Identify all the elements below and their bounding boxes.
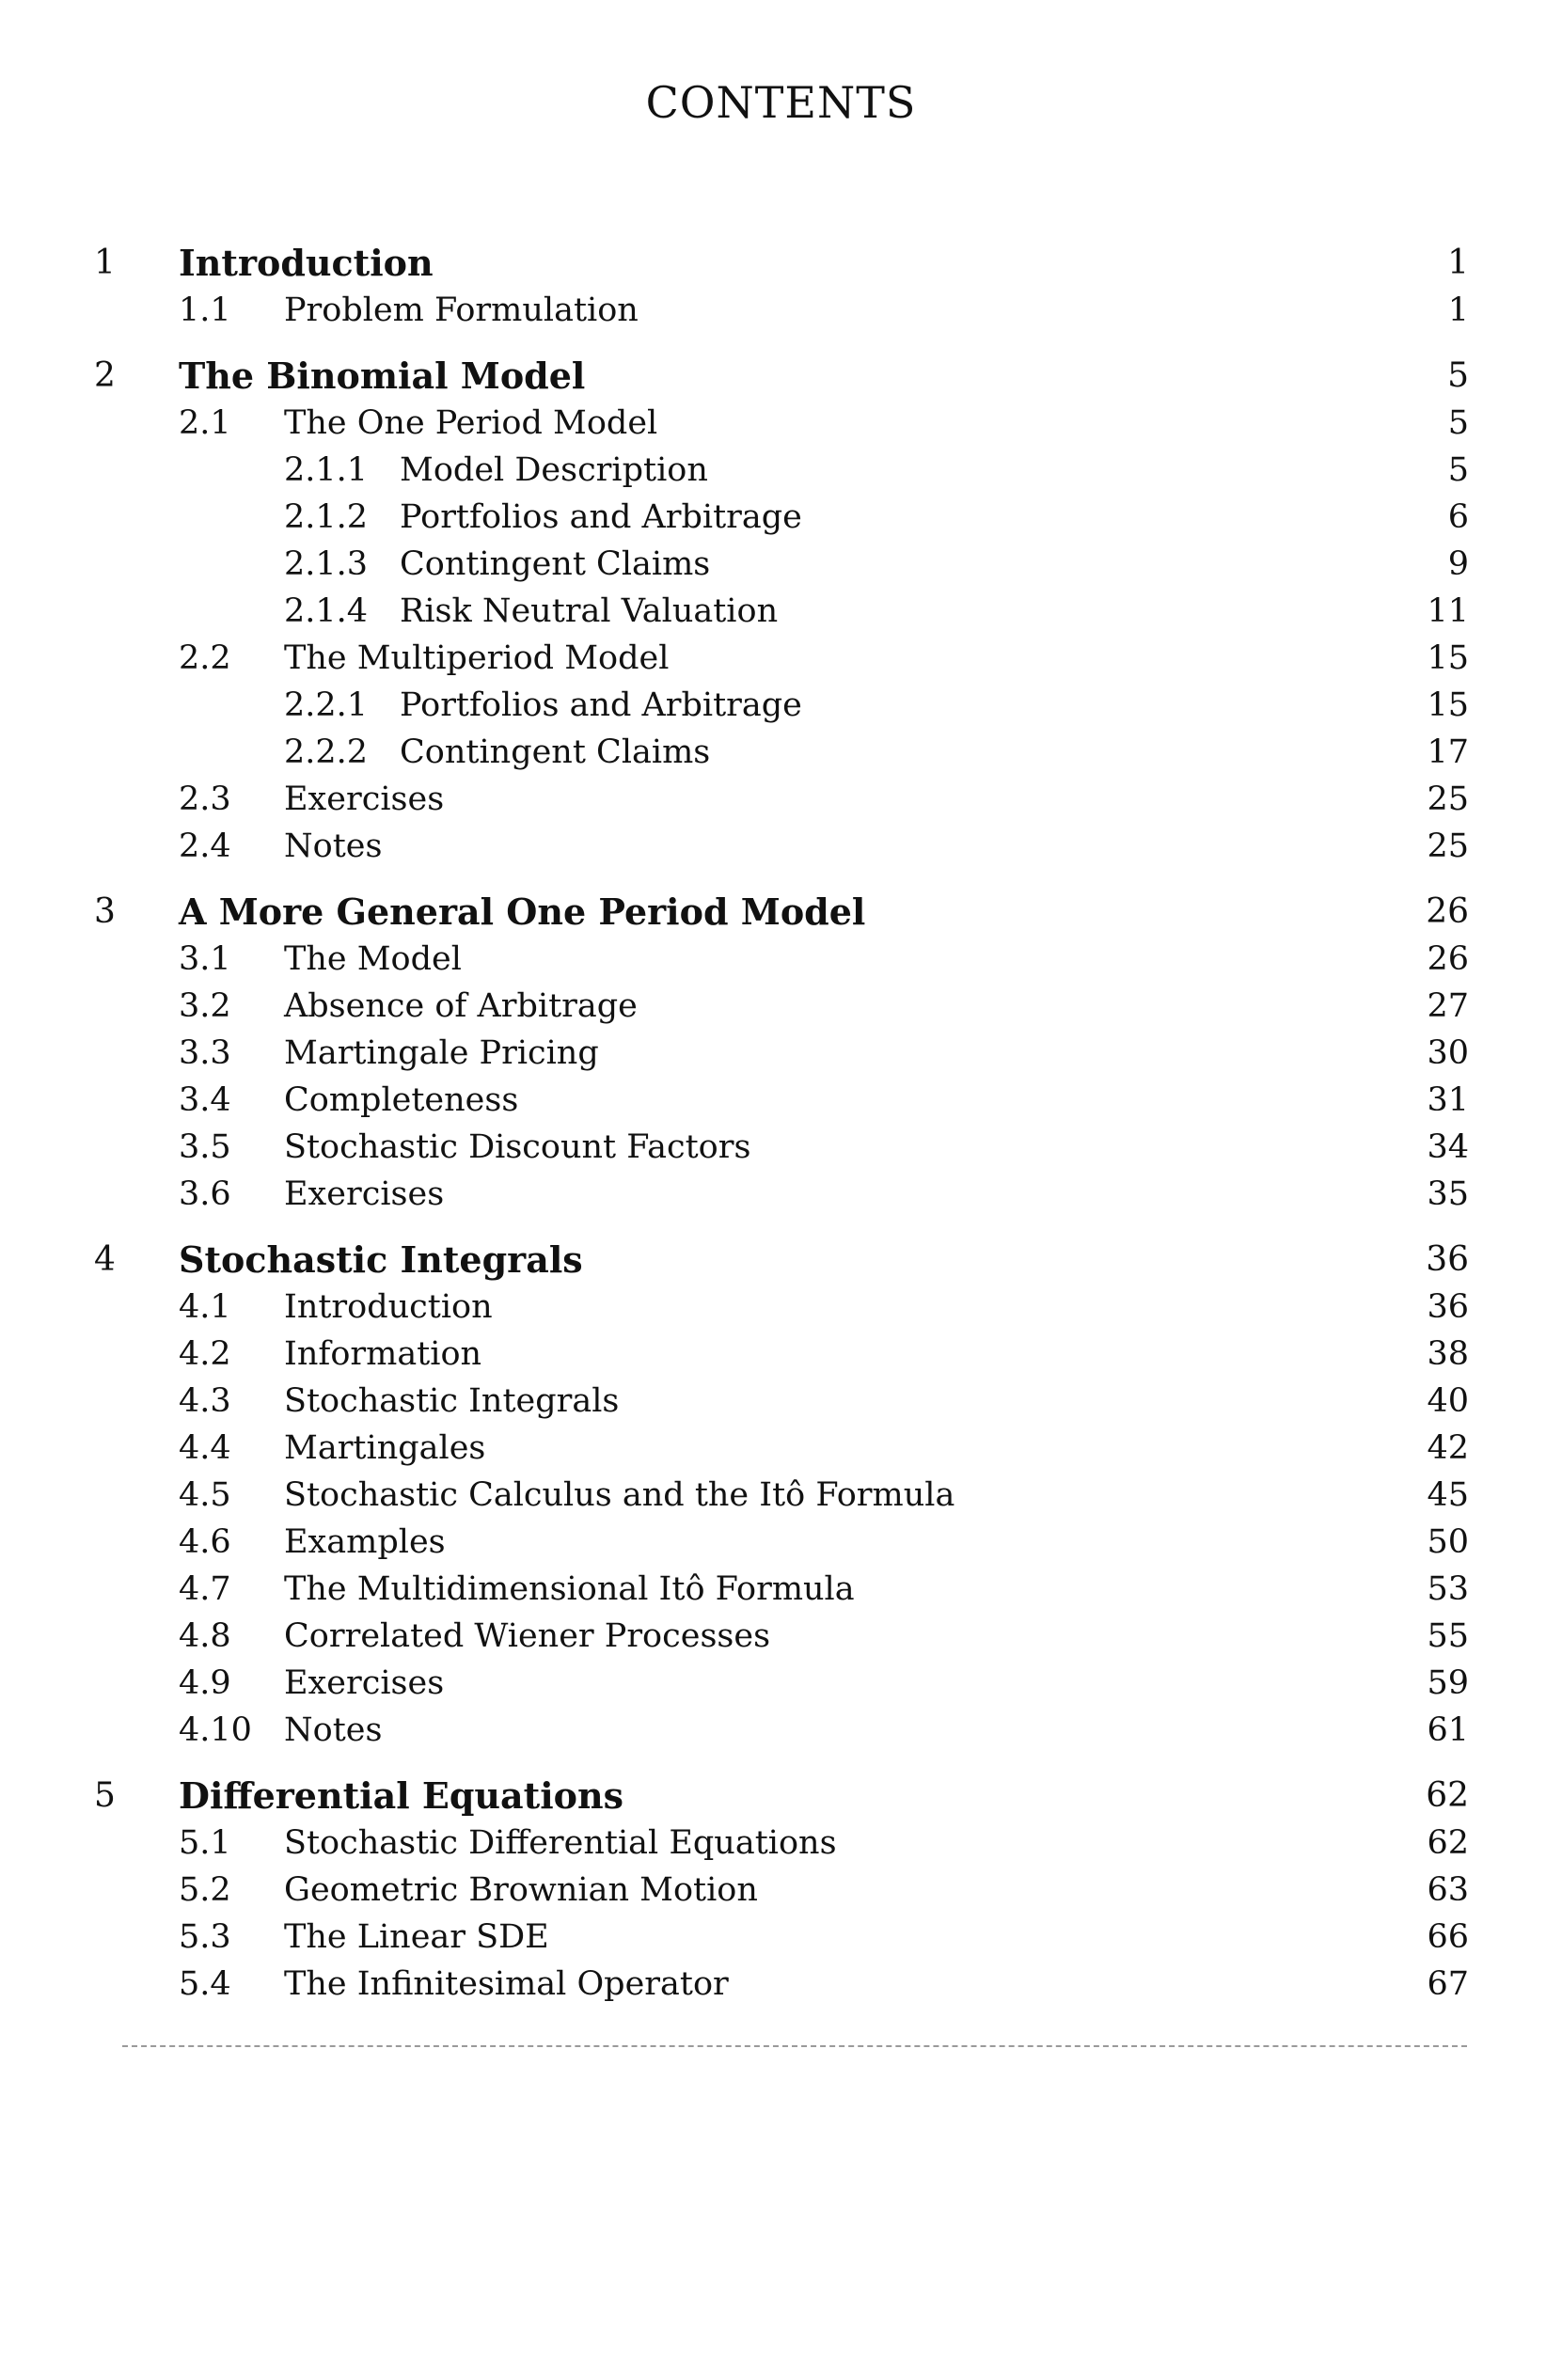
section-entry[interactable] — [87, 1961, 1469, 2008]
section-entry-title: The Linear SDE — [284, 1918, 549, 1956]
table-of-contents — [87, 240, 1469, 2026]
section-entry-page-number: 61 — [1427, 1711, 1469, 1749]
subsection-entry[interactable] — [87, 494, 1469, 541]
chapter-entry[interactable] — [87, 1237, 1469, 1284]
chapter-entry-page-number: 26 — [1426, 892, 1469, 931]
chapter-entry-title: The Binomial Model — [179, 355, 586, 397]
subsection-entry-title: Portfolios and Arbitrage — [400, 498, 802, 536]
chapter-entry-page-number: 36 — [1426, 1240, 1469, 1279]
section-entry[interactable] — [87, 1867, 1469, 1914]
section-entry[interactable] — [87, 1660, 1469, 1707]
section-entry[interactable] — [87, 635, 1469, 682]
section-entry[interactable] — [87, 1030, 1469, 1077]
section-entry-title: Correlated Wiener Processes — [284, 1617, 771, 1655]
chapter-entry-number: 5 — [94, 1776, 116, 1815]
section-entry-title: The Multiperiod Model — [284, 639, 670, 677]
subsection-entry-page-number: 6 — [1447, 498, 1469, 536]
section-entry[interactable] — [87, 1914, 1469, 1961]
section-entry-page-number: 25 — [1427, 827, 1469, 865]
section-entry[interactable] — [87, 776, 1469, 823]
section-entry-number: 5.3 — [179, 1918, 231, 1956]
section-entry-title: The Infinitesimal Operator — [284, 1965, 729, 2003]
chapter-entry-title: Differential Equations — [179, 1774, 623, 1817]
section-entry-number: 3.4 — [179, 1081, 231, 1119]
chapter-block — [87, 240, 1469, 334]
section-entry-number: 2.3 — [179, 780, 231, 818]
section-entry-number: 3.3 — [179, 1034, 231, 1072]
chapter-entry[interactable] — [87, 353, 1469, 400]
section-entry-page-number: 45 — [1427, 1476, 1469, 1514]
section-entry-page-number: 25 — [1427, 780, 1469, 818]
section-entry-number: 3.1 — [179, 940, 231, 978]
section-entry-title: Notes — [284, 1711, 383, 1749]
section-entry-page-number: 38 — [1427, 1335, 1469, 1373]
section-entry[interactable] — [87, 1077, 1469, 1124]
section-entry-title: Problem Formulation — [284, 292, 639, 329]
section-entry[interactable] — [87, 823, 1469, 870]
section-entry-title: Geometric Brownian Motion — [284, 1871, 758, 1909]
chapter-block — [87, 353, 1469, 870]
section-entry-number: 2.1 — [179, 404, 231, 442]
chapter-entry-page-number: 5 — [1447, 356, 1469, 395]
subsection-entry-title: Contingent Claims — [400, 545, 711, 583]
chapter-block — [87, 889, 1469, 1218]
section-entry[interactable] — [87, 1566, 1469, 1613]
section-entry-title: Introduction — [284, 1288, 493, 1326]
section-entry-page-number: 30 — [1427, 1034, 1469, 1072]
subsection-entry-number: 2.1.3 — [284, 545, 369, 583]
chapter-entry[interactable] — [87, 1773, 1469, 1820]
section-entry[interactable] — [87, 1519, 1469, 1566]
section-entry-page-number: 27 — [1427, 987, 1469, 1025]
section-entry-page-number: 1 — [1447, 292, 1469, 329]
section-entry-number: 4.9 — [179, 1664, 231, 1702]
section-entry-title: Stochastic Discount Factors — [284, 1128, 751, 1166]
section-entry-page-number: 59 — [1427, 1664, 1469, 1702]
section-entry-page-number: 63 — [1427, 1871, 1469, 1909]
subsection-entry-number: 2.1.2 — [284, 498, 369, 536]
subsection-entry-page-number: 9 — [1447, 545, 1469, 583]
chapter-entry-title: Introduction — [179, 242, 434, 284]
subsection-entry-title: Model Description — [400, 451, 708, 489]
section-entry-title: Exercises — [284, 1664, 445, 1702]
chapter-entry-title: A More General One Period Model — [179, 891, 866, 933]
section-entry-number: 5.4 — [179, 1965, 231, 2003]
section-entry-title: Notes — [284, 827, 383, 865]
section-entry-title: Stochastic Calculus and the Itô Formula — [284, 1476, 955, 1514]
section-entry-page-number: 34 — [1427, 1128, 1469, 1166]
section-entry[interactable] — [87, 1378, 1469, 1425]
subsection-entry-number: 2.2.2 — [284, 733, 369, 771]
section-entry-number: 4.6 — [179, 1523, 231, 1561]
section-entry-number: 3.2 — [179, 987, 231, 1025]
section-entry-number: 2.4 — [179, 827, 231, 865]
section-entry-title: Exercises — [284, 1175, 445, 1213]
subsection-entry[interactable] — [87, 541, 1469, 588]
subsection-entry-title: Contingent Claims — [400, 733, 711, 771]
subsection-entry-number: 2.1.4 — [284, 592, 369, 630]
subsection-entry[interactable] — [87, 588, 1469, 635]
subsection-entry[interactable] — [87, 729, 1469, 776]
subsection-entry[interactable] — [87, 447, 1469, 494]
section-entry-number: 4.10 — [179, 1711, 252, 1749]
section-entry[interactable] — [87, 1613, 1469, 1660]
section-entry-page-number: 62 — [1427, 1824, 1469, 1862]
chapter-entry-number: 2 — [94, 356, 116, 395]
subsection-entry-page-number: 11 — [1427, 592, 1469, 630]
chapter-entry[interactable] — [87, 240, 1469, 287]
section-entry-title: Stochastic Integrals — [284, 1382, 620, 1420]
section-entry[interactable] — [87, 1284, 1469, 1331]
section-entry[interactable] — [87, 287, 1469, 334]
section-entry-number: 4.2 — [179, 1335, 231, 1373]
section-entry-page-number: 53 — [1427, 1570, 1469, 1608]
subsection-entry-title: Portfolios and Arbitrage — [400, 686, 802, 724]
section-entry-title: The Multidimensional Itô Formula — [284, 1570, 855, 1608]
section-entry-page-number: 35 — [1427, 1175, 1469, 1213]
section-entry-number: 4.4 — [179, 1429, 231, 1467]
section-entry[interactable] — [87, 1472, 1469, 1519]
chapter-entry-page-number: 1 — [1447, 244, 1469, 282]
chapter-entry-number: 1 — [94, 244, 116, 282]
section-entry-title: Absence of Arbitrage — [284, 987, 638, 1025]
section-entry[interactable] — [87, 1124, 1469, 1171]
chapter-block — [87, 1237, 1469, 1754]
section-entry-number: 4.8 — [179, 1617, 231, 1655]
section-entry-number: 4.1 — [179, 1288, 231, 1326]
page-title: CONTENTS — [645, 77, 917, 128]
section-entry-number: 4.5 — [179, 1476, 231, 1514]
subsection-entry[interactable] — [87, 682, 1469, 729]
section-entry-number: 4.3 — [179, 1382, 231, 1420]
section-entry[interactable] — [87, 400, 1469, 447]
section-entry-title: Stochastic Differential Equations — [284, 1824, 837, 1862]
section-entry-page-number: 5 — [1447, 404, 1469, 442]
subsection-entry-page-number: 15 — [1427, 686, 1469, 724]
subsection-entry-number: 2.1.1 — [284, 451, 369, 489]
section-entry-number: 1.1 — [179, 292, 231, 329]
section-entry[interactable] — [87, 1820, 1469, 1867]
section-entry-number: 5.1 — [179, 1824, 231, 1862]
subsection-entry-title: Risk Neutral Valuation — [400, 592, 779, 630]
section-entry-title: The One Period Model — [284, 404, 658, 442]
section-entry-page-number: 50 — [1427, 1523, 1469, 1561]
chapter-entry[interactable] — [87, 889, 1469, 936]
bottom-rule — [122, 2045, 1467, 2047]
section-entry-page-number: 26 — [1427, 940, 1469, 978]
chapter-block — [87, 1773, 1469, 2008]
section-entry-title: Exercises — [284, 780, 445, 818]
section-entry-title: Martingale Pricing — [284, 1034, 599, 1072]
section-entry-title: Completeness — [284, 1081, 519, 1119]
section-entry-number: 2.2 — [179, 639, 231, 677]
section-entry-number: 3.6 — [179, 1175, 231, 1213]
section-entry[interactable] — [87, 1707, 1469, 1754]
section-entry[interactable] — [87, 1425, 1469, 1472]
section-entry-page-number: 36 — [1427, 1288, 1469, 1326]
subsection-entry-page-number: 5 — [1447, 451, 1469, 489]
section-entry-title: Information — [284, 1335, 482, 1373]
chapter-entry-number: 4 — [94, 1240, 116, 1279]
chapter-entry-title: Stochastic Integrals — [179, 1238, 583, 1281]
section-entry-number: 3.5 — [179, 1128, 231, 1166]
section-entry-page-number: 42 — [1427, 1429, 1469, 1467]
chapter-entry-number: 3 — [94, 892, 116, 931]
chapter-entry-page-number: 62 — [1426, 1776, 1469, 1815]
section-entry-title: The Model — [284, 940, 462, 978]
section-entry[interactable] — [87, 1171, 1469, 1218]
section-entry-page-number: 40 — [1427, 1382, 1469, 1420]
section-entry-page-number: 31 — [1427, 1081, 1469, 1119]
section-entry-page-number: 15 — [1427, 639, 1469, 677]
section-entry-number: 5.2 — [179, 1871, 231, 1909]
subsection-entry-number: 2.2.1 — [284, 686, 369, 724]
section-entry-number: 4.7 — [179, 1570, 231, 1608]
section-entry-page-number: 67 — [1427, 1965, 1469, 2003]
section-entry-page-number: 66 — [1427, 1918, 1469, 1956]
section-entry-page-number: 55 — [1427, 1617, 1469, 1655]
section-entry[interactable] — [87, 936, 1469, 983]
section-entry-title: Examples — [284, 1523, 446, 1561]
section-entry[interactable] — [87, 983, 1469, 1030]
subsection-entry-page-number: 17 — [1427, 733, 1469, 771]
section-entry[interactable] — [87, 1331, 1469, 1378]
section-entry-title: Martingales — [284, 1429, 486, 1467]
